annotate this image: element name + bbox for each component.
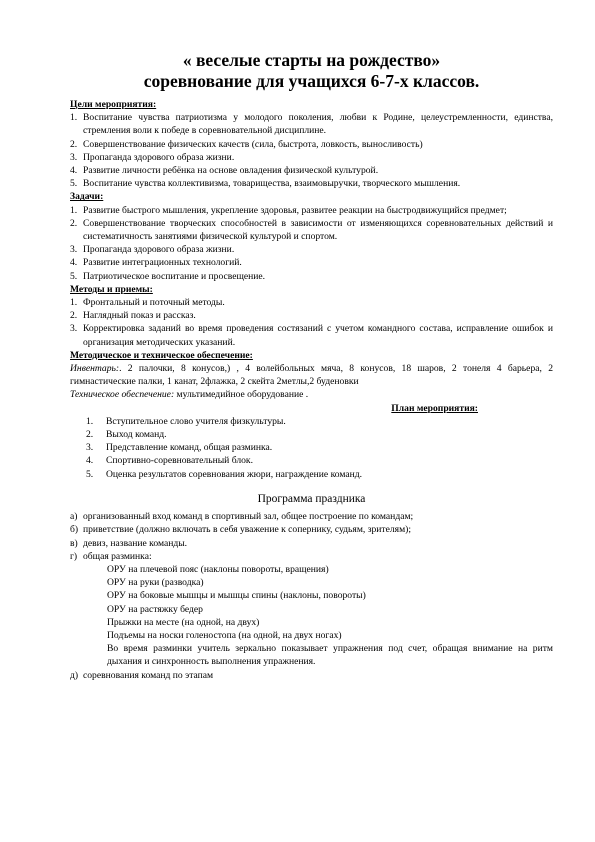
methods-list [70, 296, 553, 349]
list-item: 4. Развитие личности ребёнка на основе овладения физической культурой. [70, 165, 379, 177]
list-item: 1. Воспитание чувства патриотизма у молодого поколения, любви к Родине, целеустремленности, единства, стремления воли к победе в соревновательной дисциплине. [70, 112, 553, 137]
tech-paragraph [70, 388, 553, 401]
list-item: 2. Совершенствование творческих способностей в зависимости от изменяющихся соревновательных действий и систематичность занятиями физической культурой и спортом. [70, 217, 553, 243]
document-page [70, 50, 553, 682]
list-item: 2. Наглядный показ и рассказ. [70, 310, 196, 322]
warmup-item: ОРУ на руки (разводка) [107, 577, 204, 589]
warmup-item: ОРУ на плечевой пояс (наклоны повороты, вращения) [107, 563, 329, 575]
list-item: 2. Совершенствование физических качеств (сила, быстрота, ловкость, выносливость) [70, 138, 423, 150]
program-heading: Программа праздника [257, 492, 366, 505]
document-title [70, 50, 553, 92]
methods-heading: Методы и приемы: [70, 283, 153, 295]
list-item: 5. Оценка результатов соревнования жюри, награждение команд. [86, 468, 363, 480]
warmup-item: ОРУ на боковые мышцы и мышцы спины (наклоны, повороты) [107, 590, 366, 602]
list-item: г) общая разминка: [70, 550, 152, 562]
list-item: 1. Фронтальный и поточный методы. [70, 297, 225, 309]
goals-list [70, 111, 553, 190]
document-body [70, 98, 553, 682]
list-item: в) девиз, название команды. [70, 537, 188, 549]
warmup-item: ОРУ на растяжку бедер [107, 603, 203, 615]
list-item: 3. Корректировка заданий во время проведения состязаний с учетом командного состава, исправление ошибок и организация методических указаний. [70, 323, 553, 348]
tasks-heading: Задачи: [70, 191, 104, 203]
equipment-heading: Методическое и техническое обеспечение: [70, 349, 253, 361]
tasks-list [70, 204, 553, 283]
inventory-label: Инвентарь: [70, 363, 120, 375]
tech-text: мультимедийное оборудование . [174, 389, 309, 401]
list-item: 5. Воспитание чувства коллективизма, товарищества, взаимовыручки, творческого мышления. [70, 178, 461, 190]
inventory-paragraph [70, 362, 553, 388]
plan-list [70, 415, 553, 481]
inventory-text: . 2 палочки, 8 конусов,) , 4 волейбольных мяча, 8 конусов, 18 шаров, 2 тонеля 4 барьера, 2 гимнастические палки, 1 канат, 2флажка, 2 скейта 2метлы,2 буденовки [70, 363, 553, 388]
warmup-note: Во время разминки учитель зеркально показывает упражнения под счет, обращая внимание на ритм дыхания и синхронность выполнения упражнения. [107, 643, 553, 668]
list-item: 2. Выход команд. [86, 429, 167, 441]
list-item: 5. Патриотическое воспитание и просвещение. [70, 270, 266, 282]
goals-heading: Цели мероприятия: [70, 99, 157, 110]
list-item: 1. Развитие быстрого мышления, укрепление здоровья, развитее реакции на быстродвижущийся предмет; [70, 204, 507, 216]
list-item: а) организованный вход команд в спортивный зал, общее построение по командам; [70, 511, 414, 523]
list-item: 4. Спортивно-соревновательный блок. [86, 455, 253, 467]
title-line-1: « веселые старты на рождество» [182, 50, 441, 70]
list-item: 1. Вступительное слово учителя физкультуры. [86, 415, 286, 427]
warmup-list [70, 563, 553, 669]
list-item: б) приветствие (должно включать в себя уважение к сопернику, судьям, зрителям); [70, 524, 412, 536]
list-item: 3. Представление команд, общая разминка. [86, 442, 273, 454]
list-item: 4. Развитие интеграционных технологий. [70, 257, 242, 269]
warmup-item: Подъемы на носки голеностопа (на одной, на двух ногах) [107, 629, 342, 641]
list-item: 3. Пропаганда здорового образа жизни. [70, 244, 235, 256]
tech-label: Техническое обеспечение: [70, 389, 175, 401]
plan-heading: План мероприятия: [391, 402, 478, 414]
warmup-item: Прыжки на месте (на одной, на двух) [107, 616, 260, 628]
list-item: 3. Пропаганда здорового образа жизни. [70, 151, 235, 163]
list-item: д) соревнования команд по этапам [70, 669, 214, 681]
title-line-2: соревнование для учащихся 6-7-х классов. [143, 71, 480, 91]
